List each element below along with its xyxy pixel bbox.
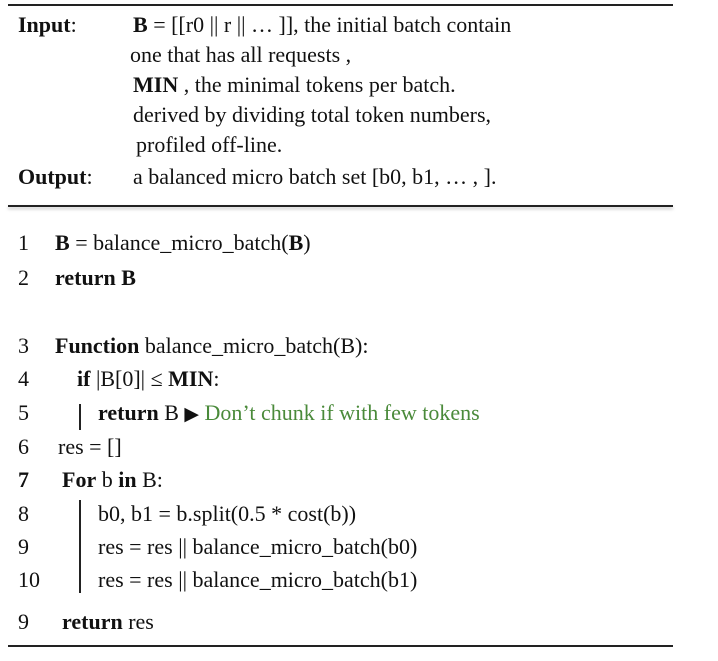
code-line-5-content xyxy=(98,400,480,428)
input-line-1-bold: B xyxy=(133,12,148,37)
input-line-2 xyxy=(130,42,351,68)
line-number: 8 xyxy=(18,501,29,526)
input-line-3-bold: MIN xyxy=(133,72,179,97)
input-line-4 xyxy=(133,102,491,128)
keyword: return B xyxy=(55,265,136,290)
indent-bar xyxy=(79,404,81,430)
code-text: : xyxy=(213,366,220,391)
keyword: return xyxy=(62,609,123,634)
bottom-rule xyxy=(8,645,673,647)
keyword: Function xyxy=(55,333,140,358)
input-line-5-text: profiled off-line. xyxy=(136,132,283,157)
code-line-9-content xyxy=(98,534,417,560)
code-text: |B[0]| ≤ xyxy=(90,366,169,391)
keyword: return xyxy=(98,400,159,425)
keyword: if xyxy=(77,366,91,391)
output-label-row xyxy=(18,164,93,190)
code-text: B xyxy=(158,400,185,425)
keyword: B xyxy=(288,230,304,255)
code-line-6-content xyxy=(58,434,122,460)
line-number: 9 xyxy=(18,534,29,559)
code-text: balance_micro_batch(B): xyxy=(139,333,369,358)
line-number: 10 xyxy=(18,567,40,592)
code-line-8-content xyxy=(98,501,356,527)
code-line-2-content xyxy=(55,265,136,291)
line-number: 7 xyxy=(18,467,29,492)
code-text: b xyxy=(96,467,119,492)
code-text: ) xyxy=(303,230,311,255)
keyword: MIN xyxy=(168,366,214,391)
code-line-1-content xyxy=(55,230,311,256)
line-number: 6 xyxy=(18,434,29,459)
input-label-row xyxy=(18,12,77,38)
header-rule xyxy=(8,205,673,207)
code-text: res = res || balance_micro_batch(b0) xyxy=(98,534,418,559)
output-text-value: a balanced micro batch set [b0, b1, … , ]. xyxy=(133,164,497,189)
code-text: = balance_micro_batch( xyxy=(69,230,289,255)
code-line-7-content xyxy=(62,467,163,493)
line-number: 1 xyxy=(18,230,29,255)
input-line-3-text: , the minimal tokens per batch. xyxy=(178,72,456,97)
input-line-4-text: derived by dividing total token numbers, xyxy=(133,102,492,127)
code-text: B: xyxy=(136,467,163,492)
for-indent-bar xyxy=(79,500,81,593)
line-number: 3 xyxy=(18,333,29,358)
keyword: For xyxy=(62,467,97,492)
code-line-11-content xyxy=(62,609,154,635)
input-line-2-text: one that has all requests , xyxy=(130,42,352,67)
comment-triangle-icon: ▶ xyxy=(184,404,200,425)
line-number: 2 xyxy=(18,265,29,290)
input-line-1 xyxy=(133,12,511,38)
input-line-5 xyxy=(136,132,282,158)
code-line-4-content xyxy=(77,366,220,392)
line-number: 5 xyxy=(18,400,29,425)
input-line-3 xyxy=(133,72,456,98)
code-text: res = [] xyxy=(58,434,122,459)
output-colon: : xyxy=(86,164,93,189)
code-line-10-content xyxy=(98,567,417,593)
code-line-3-content xyxy=(55,333,368,359)
top-rule xyxy=(8,4,673,6)
output-label: Output xyxy=(18,164,87,189)
line-number: 9 xyxy=(18,609,29,634)
output-text xyxy=(133,164,496,190)
keyword: B xyxy=(55,230,70,255)
input-line-1-text: = [[r0 || r || … ]], the initial batch contain xyxy=(147,12,512,37)
code-text: res = res || balance_micro_batch(b1) xyxy=(98,567,418,592)
code-text: res xyxy=(122,609,154,634)
line-number: 4 xyxy=(18,366,29,391)
comment-text: Don’t chunk if with few tokens xyxy=(199,400,480,425)
input-label: Input xyxy=(18,12,71,37)
keyword: in xyxy=(118,467,137,492)
input-colon: : xyxy=(70,12,77,37)
code-text: b0, b1 = b.split(0.5 * cost(b)) xyxy=(98,501,357,526)
